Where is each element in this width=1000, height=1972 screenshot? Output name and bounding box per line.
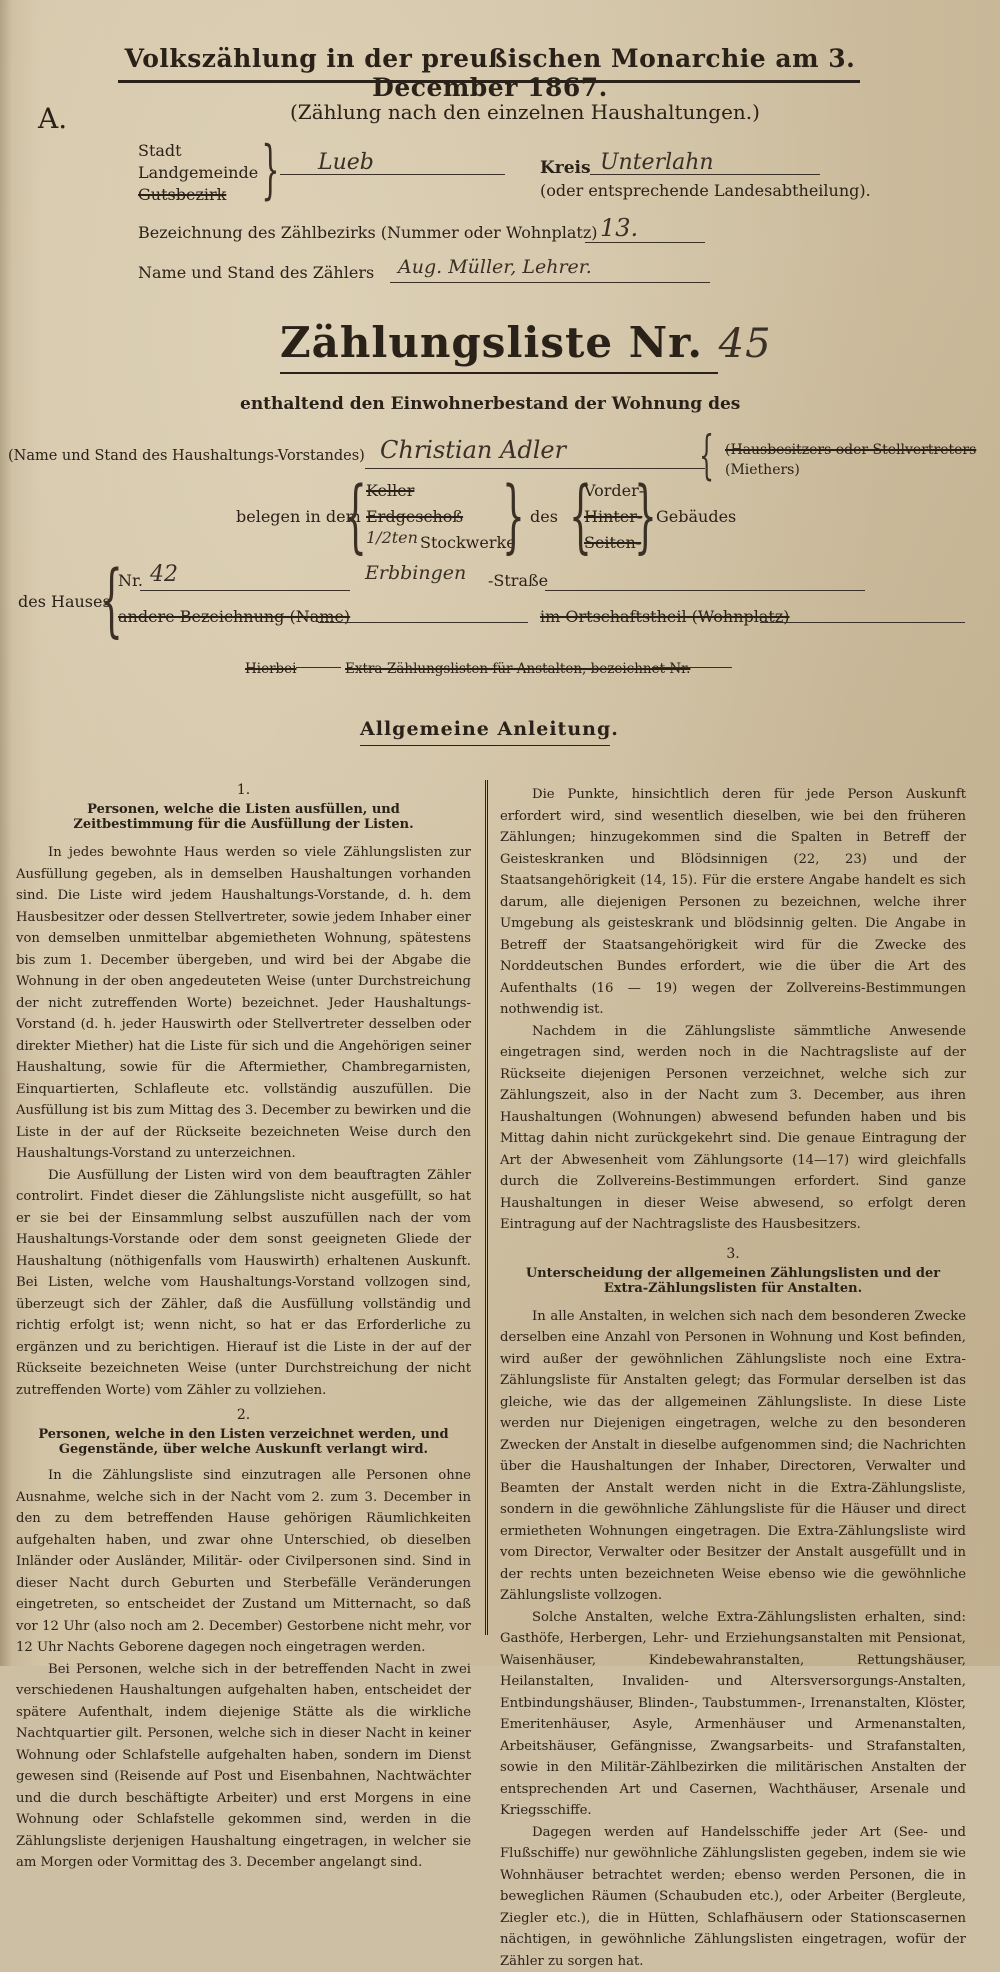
district-underline bbox=[585, 242, 705, 243]
gebaeude-label: Gebäudes bbox=[656, 506, 736, 527]
ortschaft-label: im Ortschaftstheil (Wohnplatz) bbox=[540, 606, 790, 627]
form-letter: A. bbox=[38, 102, 67, 135]
option-hinter: Hinter- bbox=[584, 506, 642, 527]
subheading: enthaltend den Einwohnerbestand der Wohnung des bbox=[240, 394, 740, 414]
section-3-paragraph-2: Solche Anstalten, welche Extra-Zählungslisten erhalten, sind: Gasthöfe, Herbergen, Lehr- und Erziehungsanstalten mit Pensionat, Waisenhäuser, Kindebewahranstalten, Rettungshäuser, Heilanstalten, Invaliden- und Altersversorgungs-Anstalten, Entbindungshäuser, Blinden-, Taubstummen-, Irrenanstalten, Klöster, Emeritenhäuser, Asyle, Armenhäuser und Armenanstalten, Arbeitshäuser, Gefängnisse, Zwangsarbeits- und Strafanstalten, sowie in den Militär-Zählbezirken die militärischen Anstalten der entsprechenden Art und Casernen, Wachthäuser, Arsenale und Kriegsschiffe. bbox=[500, 1607, 966, 1822]
district-label: Bezeichnung des Zählbezirks (Nummer oder Wohnplatz) bbox=[138, 222, 598, 243]
label-gutsbezirk: Gutsbezirk bbox=[138, 184, 226, 205]
option-stockwerke: Stockwerke bbox=[420, 532, 516, 553]
kreis-label: Kreis bbox=[540, 158, 591, 179]
list-title-rule bbox=[280, 372, 718, 374]
form-subtitle: (Zählung nach den einzelnen Haushaltungen.) bbox=[290, 100, 760, 124]
building-brace-close: } bbox=[634, 476, 657, 556]
list-title bbox=[280, 318, 772, 367]
section-2-heading: Personen, welche in den Listen verzeichnet werden, und Gegenstände, über welche Auskunft verlangt wird. bbox=[36, 1427, 451, 1457]
counter-label: Name und Stand des Zählers bbox=[138, 262, 374, 283]
house-brace: { bbox=[100, 560, 123, 640]
counter-value[interactable]: Aug. Müller, Lehrer. bbox=[398, 256, 592, 278]
street-underline bbox=[545, 590, 865, 591]
section-1-paragraph-1: In jedes bewohnte Haus werden so viele Zählungslisten zur Ausfüllung gegeben, als in demselben Haushaltungen vorhanden sind. Die Liste wird jedem Haushaltungs-Vorstande, d. h. dem Hausbesitzer oder dessen Stellvertreter, sowie jedem Inhaber einer von demselben unmittelbar abgemietheten Wohnung, spätestens bis zum 1. December übergeben, und wird bei der Abgabe die Wohnung in der oben angedeuteten Weise (unter Durchstreichung der nicht zutreffenden Worte) bezeichnet. Jeder Haushaltungs-Vorstand (d. h. jeder Hauswirth oder Stellvertreter desselben oder direkter Miether) hat die Liste für sich und die Angehörigen seiner Haushaltung, sowie für die Aftermiether, Chambregarnisten, Einquartierten, Schlafleute etc. vollständig auszufüllen. Die Ausfüllung ist bis zum Mittag des 3. December zu bewirken und die Liste in der auf der Rückseite bezeichneten Weise durch den Haushaltungs-Vorstand zu unterzeichnen. bbox=[16, 842, 471, 1165]
right-column bbox=[500, 784, 966, 1972]
list-title-prefix: Zählungsliste Nr. bbox=[280, 318, 703, 367]
option-vorder: Vorder- bbox=[584, 480, 644, 501]
building-brace: { bbox=[569, 476, 592, 556]
option-erdgeschoss: Erdgeschoß bbox=[366, 506, 463, 527]
des-hauses-label: des Hauses bbox=[18, 591, 111, 612]
section-2-paragraph-2: Bei Personen, welche sich in der betreffenden Nacht in zwei verschiedenen Haushaltungen aufgehalten haben, entscheidet der spätere Aufenthalt, indem diejenige Stätte als die wirkliche Nachtquartier gilt. Personen, welche sich in dieser Nacht in keiner Wohnung oder Schlafstelle aufgehalten haben, sondern im Dienst gewesen sind (Reisende auf Post und Eisenbahnen, Nachtwächter und die durch beschäftigte Arbeiter) und erst Morgens in eine Wohnung oder Schlafstelle gekommen sind, werden in die Zählungsliste derjenigen Haushaltung eingetragen, in welcher sie am Morgen oder Vormittag des 3. December angelangt sind. bbox=[16, 1659, 471, 1874]
head-value[interactable]: Christian Adler bbox=[380, 436, 566, 464]
section-2-paragraph-1: In die Zählungsliste sind einzutragen alle Personen ohne Ausnahme, welche sich in der Nacht vom 2. zum 3. December in den zu dem betreffenden Hause gehörigen Räumlichkeiten aufgehalten haben, und zwar ohne Unterschied, ob dieselben Inländer oder Ausländer, Militär- oder Civilpersonen sind. Sind in dieser Nacht durch Geburten und Sterbefälle Veränderungen eingetreten, so entscheidet der Zustand um Mitternacht, so daß vor 12 Uhr (also noch am 2. December) Gestorbene nicht mehr, vor 12 Uhr Nachts Geborene dagegen noch eingetragen werden. bbox=[16, 1465, 471, 1659]
extra-text-b: Extra-Zählungslisten für Anstalten, bezeichnet Nr. bbox=[345, 659, 690, 680]
ortschaft-line bbox=[760, 622, 965, 623]
kreis-underline bbox=[590, 174, 820, 175]
house-other-line bbox=[318, 622, 528, 623]
stockwerk-value[interactable]: 1/2ten bbox=[366, 528, 418, 547]
district-value[interactable]: 13. bbox=[600, 214, 638, 242]
house-nr-value[interactable]: 42 bbox=[150, 562, 178, 587]
section-2-paragraph-3: Die Punkte, hinsichtlich deren für jede Person Auskunft erfordert wird, sind wesentlich dieselben, wie bei den früheren Zählungen; hinzugekommen sind die Spalten in Betreff der Geisteskranken und Blödsinnigen (22, 23) und der Staatsangehörigkeit (14, 15). Für die erstere Angabe handelt es sich darum, alle diejenigen Personen zu bezeichnen, welche ihrer Umgebung als geisteskrank und blödsinnig gelten. Die Angabe in Betreff der Staatsangehörigkeit wird für die Zwecke des Norddeutschen Bundes erfordert, wie die über die Art des Aufenthalts (16 — 19) wegen der Zollvereins-Bestimmungen nothwendig ist. bbox=[500, 784, 966, 1021]
list-number[interactable]: 45 bbox=[719, 321, 772, 367]
option-keller: Keller bbox=[366, 480, 414, 501]
section-3-heading: Unterscheidung der allgemeinen Zählungslisten und der Extra-Zählungslisten für Anstalten. bbox=[520, 1266, 946, 1296]
left-column bbox=[16, 782, 471, 1874]
kreis-note: (oder entsprechende Landesabtheilung). bbox=[540, 180, 871, 201]
floor-brace-close: } bbox=[502, 476, 525, 556]
head-brace: { bbox=[699, 430, 714, 482]
counter-underline bbox=[390, 282, 710, 283]
option-seiten: Seiten- bbox=[584, 532, 641, 553]
house-nr-label: Nr. bbox=[118, 570, 143, 591]
place-underline bbox=[280, 174, 505, 175]
form-title: Volkszählung in der preußischen Monarchie am 3. December 1867. bbox=[120, 44, 860, 102]
section-1-paragraph-2: Die Ausfüllung der Listen wird von dem beauftragten Zähler controlirt. Findet dieser die Zählungsliste nicht ausgefüllt, so hat er sie bei der Einsammlung selbst auszufüllen nach der vom Haushaltungs-Vorstande oder dem sonst geeigneten Gliede der Haushaltung (nöthigenfalls vom Hauswirth) erhaltenen Auskunft. Bei Listen, welche vom Haushaltungs-Vorstand vollzogen sind, überzeugt sich der Zähler, daß die Ausfüllung vollständig und richtig erfolgt ist; wenn nicht, so hat er das Erforderliche zu ergänzen und zu berichtigen. Hierauf ist die Liste in der auf der Rückseite bezeichneten Weise (unter Durchstreichung der nicht zutreffenden Worte) vom Zähler zu vollziehen. bbox=[16, 1165, 471, 1402]
owner-option: (Hausbesitzers oder Stellvertreters bbox=[725, 440, 976, 461]
head-label: (Name und Stand des Haushaltungs-Vorstandes) bbox=[8, 446, 365, 467]
section-1-number: 1. bbox=[16, 782, 471, 798]
label-landgemeinde: Landgemeinde bbox=[138, 162, 258, 183]
instructions-heading: Allgemeine Anleitung. bbox=[360, 718, 619, 740]
extra-blank-2 bbox=[652, 667, 732, 668]
title-rule bbox=[118, 80, 860, 83]
tenant-option: (Miethers) bbox=[725, 460, 800, 481]
extra-blank bbox=[296, 667, 341, 668]
street-suffix: -Straße bbox=[488, 570, 548, 591]
house-nr-underline bbox=[140, 590, 350, 591]
des-label: des bbox=[530, 506, 558, 527]
kreis-value[interactable]: Unterlahn bbox=[600, 150, 714, 175]
floor-brace: { bbox=[344, 476, 367, 556]
extra-text-a: Hierbei bbox=[245, 659, 296, 680]
column-divider bbox=[485, 780, 488, 1635]
section-3-paragraph-1: In alle Anstalten, in welchen sich nach dem besonderen Zwecke derselben eine Anzahl von Personen in Wohnung und Kost befinden, wird außer der gewöhnlichen Zählungsliste noch eine Extra-Zählungsliste für Anstalten gelegt; das Formular derselben ist das gleiche, wie das der allgemeinen Zählungsliste. In diese Liste werden nur Diejenigen eingetragen, welche zu den besonderen Zwecken der Anstalt in dieselbe aufgenommen sind; die Nachrichten über die Haushaltungen der Inhaber, Directoren, Verwalter und Beamten der Anstalt werden nicht in die Extra-Zählungsliste, sondern in die gewöhnliche Zählungsliste für die Häuser und direct ermietheten Wohnungen eingetragen. Die Extra-Zählungsliste wird vom Director, Verwalter oder Besitzer der Anstalt ausgefüllt und in der rechts unten bezeichneten Weise ebenso wie die gewöhnliche Zählungsliste vollzogen. bbox=[500, 1306, 966, 1607]
section-2-number: 2. bbox=[16, 1407, 471, 1423]
place-brace: } bbox=[261, 138, 279, 202]
section-2-paragraph-4: Nachdem in die Zählungsliste sämmtliche Anwesende eingetragen sind, werden noch in die Nachtragsliste auf der Rückseite diejenigen Personen verzeichnet, welche sich zur Zählungszeit, also in der Nacht zum 3. December, aus ihren Haushaltungen (Wohnungen) abwesend befunden haben und bis Mittag dahin nicht zurückgekehrt sind. Die genaue Eintragung der Art der Abwesenheit vom Zählungsorte (14—17) wird gleichfalls durch die Zollvereins-Bestimmungen erfordert. Sind ganze Haushaltungen in dieser Weise abwesend, so erfolgt deren Eintragung auf der Nachtragsliste des Hausbesitzers. bbox=[500, 1021, 966, 1236]
section-1-heading: Personen, welche die Listen ausfüllen, und Zeitbestimmung für die Ausfüllung der Listen. bbox=[36, 802, 451, 832]
house-other-label: andere Bezeichnung (Name) bbox=[118, 606, 350, 627]
place-value[interactable]: Lueb bbox=[318, 150, 374, 175]
section-3-paragraph-3: Dagegen werden auf Handelsschiffe jeder Art (See- und Flußschiffe) nur gewöhnliche Zählungslisten gegeben, indem sie wie Wohnhäuser betrachtet werden; ebenso werden Personen, die in beweglichen Räumen (Schaubuden etc.), oder Arbeiter (Bergleute, Ziegler etc.), die in Hütten, Schlafhäusern oder Stationscasernen nächtigen, in gewöhnliche Zählungslisten eingetragen, wofür der Zähler zu sorgen hat. bbox=[500, 1822, 966, 1972]
gelegen-label: belegen in dem bbox=[236, 506, 361, 527]
instructions-rule bbox=[360, 745, 610, 746]
label-stadt: Stadt bbox=[138, 140, 182, 161]
street-value[interactable]: Erbbingen bbox=[365, 562, 466, 584]
section-3-number: 3. bbox=[500, 1246, 966, 1262]
